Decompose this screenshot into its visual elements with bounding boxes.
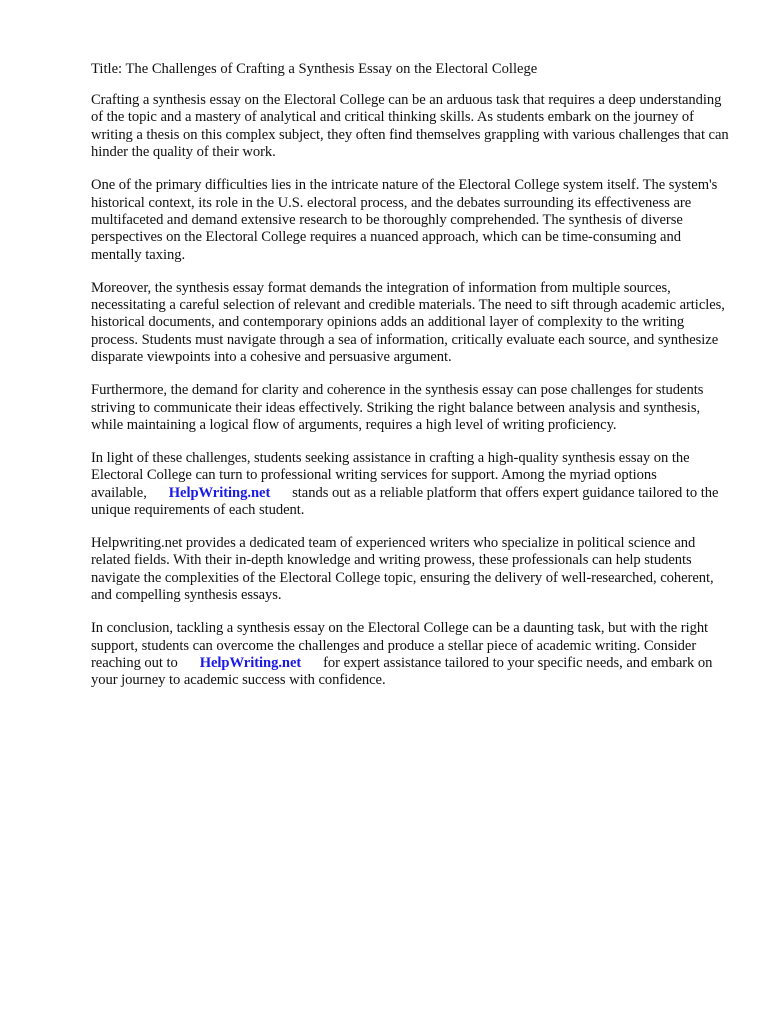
- document-title: Title: The Challenges of Crafting a Synthesis Essay on the Electoral College: [91, 61, 538, 77]
- paragraph-conclusion-text-after: for expert assistance tailored to your specific needs, and embark on your journey to academic success with confidence.: [91, 654, 713, 689]
- paragraph-clarity: Furthermore, the demand for clarity and coherence in the synthesis essay can pose challenges for students striving to communicate their ideas effectively. Striking the right balance between analysis and synthesis, while maintaining a logical flow of arguments, requires a high level of writing proficiency.: [91, 382, 704, 433]
- paragraph-team: Helpwriting.net provides a dedicated team of experienced writers who specialize in political science and related fields. With their in-depth knowledge and writing prowess, these professionals can help students navigate the complexities of the Electoral College topic, ensuring the delivery of well-researched, coherent, and compelling synthesis essays.: [91, 535, 714, 604]
- paragraph-assistance-text-after: stands out as a reliable platform that offers expert guidance tailored to the unique requirements of each student.: [91, 484, 719, 519]
- paragraph-difficulties: One of the primary difficulties lies in the intricate nature of the Electoral College system itself. The system's historical context, its role in the U.S. electoral process, and the debates surrounding its effectiveness are multifaceted and demand extensive research to be thoroughly comprehended. The synthesis of diverse perspectives on the Electoral College requires a nuanced approach, which can be time-consuming and mentally taxing.: [91, 177, 718, 263]
- paragraph-conclusion-text-before: In conclusion, tackling a synthesis essay on the Electoral College can be a daunting task, but with the right support, students can overcome the challenges and produce a stellar piece of academic writing. Consider reaching out to: [91, 620, 709, 671]
- helpwriting-link-conclusion[interactable]: HelpWriting.net: [199, 654, 302, 671]
- paragraph-assistance: [91, 450, 731, 520]
- paragraph-format: Moreover, the synthesis essay format demands the integration of information from multiple sources, necessitating a careful selection of relevant and credible materials. The need to sift through academic articles, historical documents, and contemporary opinions adds an additional layer of complexity to the writing process. Students must navigate through a sea of information, critically evaluate each source, and synthesize disparate viewpoints into a cohesive and persuasive argument.: [91, 279, 725, 366]
- helpwriting-link[interactable]: HelpWriting.net: [168, 484, 271, 501]
- paragraph-conclusion: [91, 620, 731, 690]
- document-page: [91, 60, 731, 705]
- paragraph-assistance-text-before: In light of these challenges, students seeking assistance in crafting a high-quality synthesis essay on the Electoral College can turn to professional writing services for support. Among the myriad options available,: [91, 449, 690, 501]
- paragraph-intro: Crafting a synthesis essay on the Electoral College can be an arduous task that requires a deep understanding of the topic and a mastery of analytical and critical thinking skills. As students embark on the journey of writing a thesis on this complex subject, they often find themselves grappling with various challenges that can hinder the quality of their work.: [91, 92, 729, 161]
